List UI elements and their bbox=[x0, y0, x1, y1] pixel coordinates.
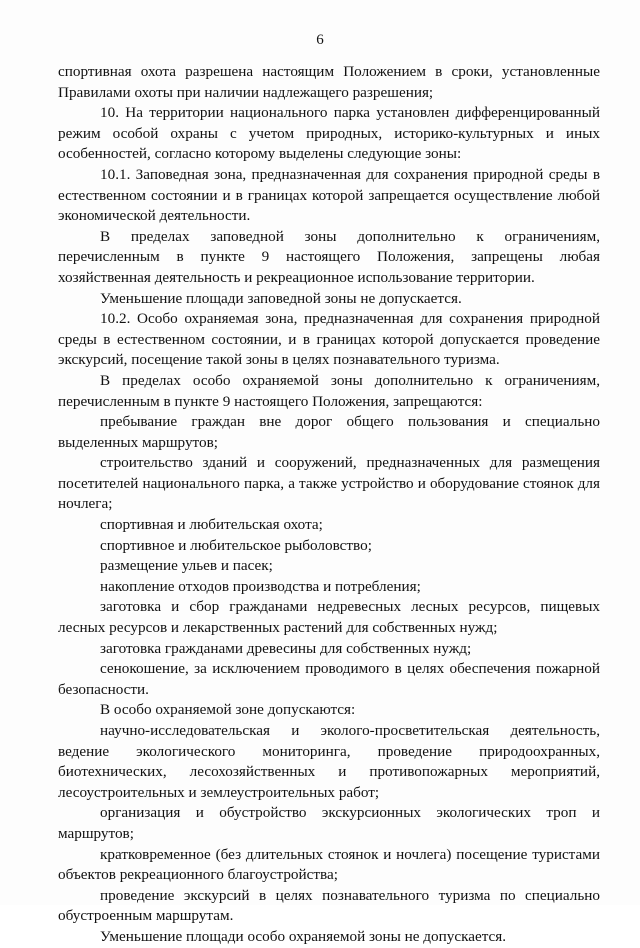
list-item-short-visits: кратковременное (без длительных стоянок и ночлега) посещение туристами объектов рекреационного благоустройства; bbox=[58, 845, 600, 884]
list-item-timber: заготовка гражданами древесины для собственных нужд; bbox=[100, 639, 472, 657]
list-item-apiaries: размещение ульев и пасек; bbox=[100, 557, 273, 575]
paragraph-protected-zone-area: Уменьшение площади особо охраняемой зоны не допускается. bbox=[100, 927, 507, 945]
list-item-waste: накопление отходов производства и потребления; bbox=[100, 577, 421, 595]
page-number: 6 bbox=[316, 32, 324, 48]
list-item-excursions: проведение экскурсий в целях познавательного туризма по специально обустроенным маршрутам. bbox=[58, 886, 600, 925]
list-item-stay-outside-roads: пребывание граждан вне дорог общего пользования и специально выделенных маршрутов; bbox=[58, 413, 600, 451]
paragraph-protected-zone-allowed: В особо охраняемой зоне допускаются: bbox=[100, 701, 356, 719]
list-item-research: научно-исследовательская и эколого-просветительская деятельность, ведение экологического мониторинга, проведение природоохранных, биотехнических, лесохозяйственных и противопожарных мероприятий, лесоустроительных и землеустроительных работ; bbox=[58, 722, 600, 801]
paragraph-hunting-permit: спортивная охота разрешена настоящим Положением в сроки, установленные Правилами охоты при наличии надлежащего разрешения; bbox=[58, 63, 600, 101]
list-item-fishing: спортивное и любительское рыболовство; bbox=[100, 536, 372, 554]
list-item-eco-trails: организация и обустройство экскурсионных экологических троп и маршрутов; bbox=[58, 804, 600, 842]
list-item-non-timber-resources: заготовка и сбор гражданами недревесных лесных ресурсов, пищевых лесных ресурсов и лекарственных растений для собственных нужд; bbox=[58, 598, 600, 637]
paragraph-10-1-reserve-zone: 10.1. Заповедная зона, предназначенная для сохранения природной среды в естественном состоянии и в границах которой запрещается осуществление любой экономической деятельности. bbox=[58, 165, 600, 225]
paragraph-10-2-protected-zone: 10.2. Особо охраняемая зона, предназначенная для сохранения природной среды в естественном состоянии, и в границах которой допускается проведение экскурсий, посещение такой зоны в целях познавательного туризма. bbox=[58, 310, 600, 369]
list-item-haymaking: сенокошение, за исключением проводимого в целях обеспечения пожарной безопасности. bbox=[58, 660, 600, 698]
paragraph-10-zoning: 10. На территории национального парка установлен дифференцированный режим особой охраны с учетом природных, историко-культурных и иных особенностей, согласно которому выделены следующие зоны: bbox=[58, 104, 600, 163]
paragraph-protected-zone-prohibitions: В пределах особо охраняемой зоны дополнительно к ограничениям, перечисленным в пункте 9 настоящего Положения, запрещаются: bbox=[58, 371, 600, 410]
document-body bbox=[58, 62, 600, 948]
paragraph-reserve-zone-area: Уменьшение площади заповедной зоны не допускается. bbox=[100, 289, 462, 307]
list-item-construction: строительство зданий и сооружений, предназначенных для размещения посетителей национального парка, а также устройство и оборудование стоянок для ночлега; bbox=[58, 454, 600, 513]
paragraph-reserve-zone-restrictions: В пределах заповедной зоны дополнительно к ограничениям, перечисленным в пункте 9 настоящего Положения, запрещены любая хозяйственная деятельность и рекреационное использование территории. bbox=[58, 227, 600, 286]
list-item-hunting: спортивная и любительская охота; bbox=[100, 516, 323, 534]
